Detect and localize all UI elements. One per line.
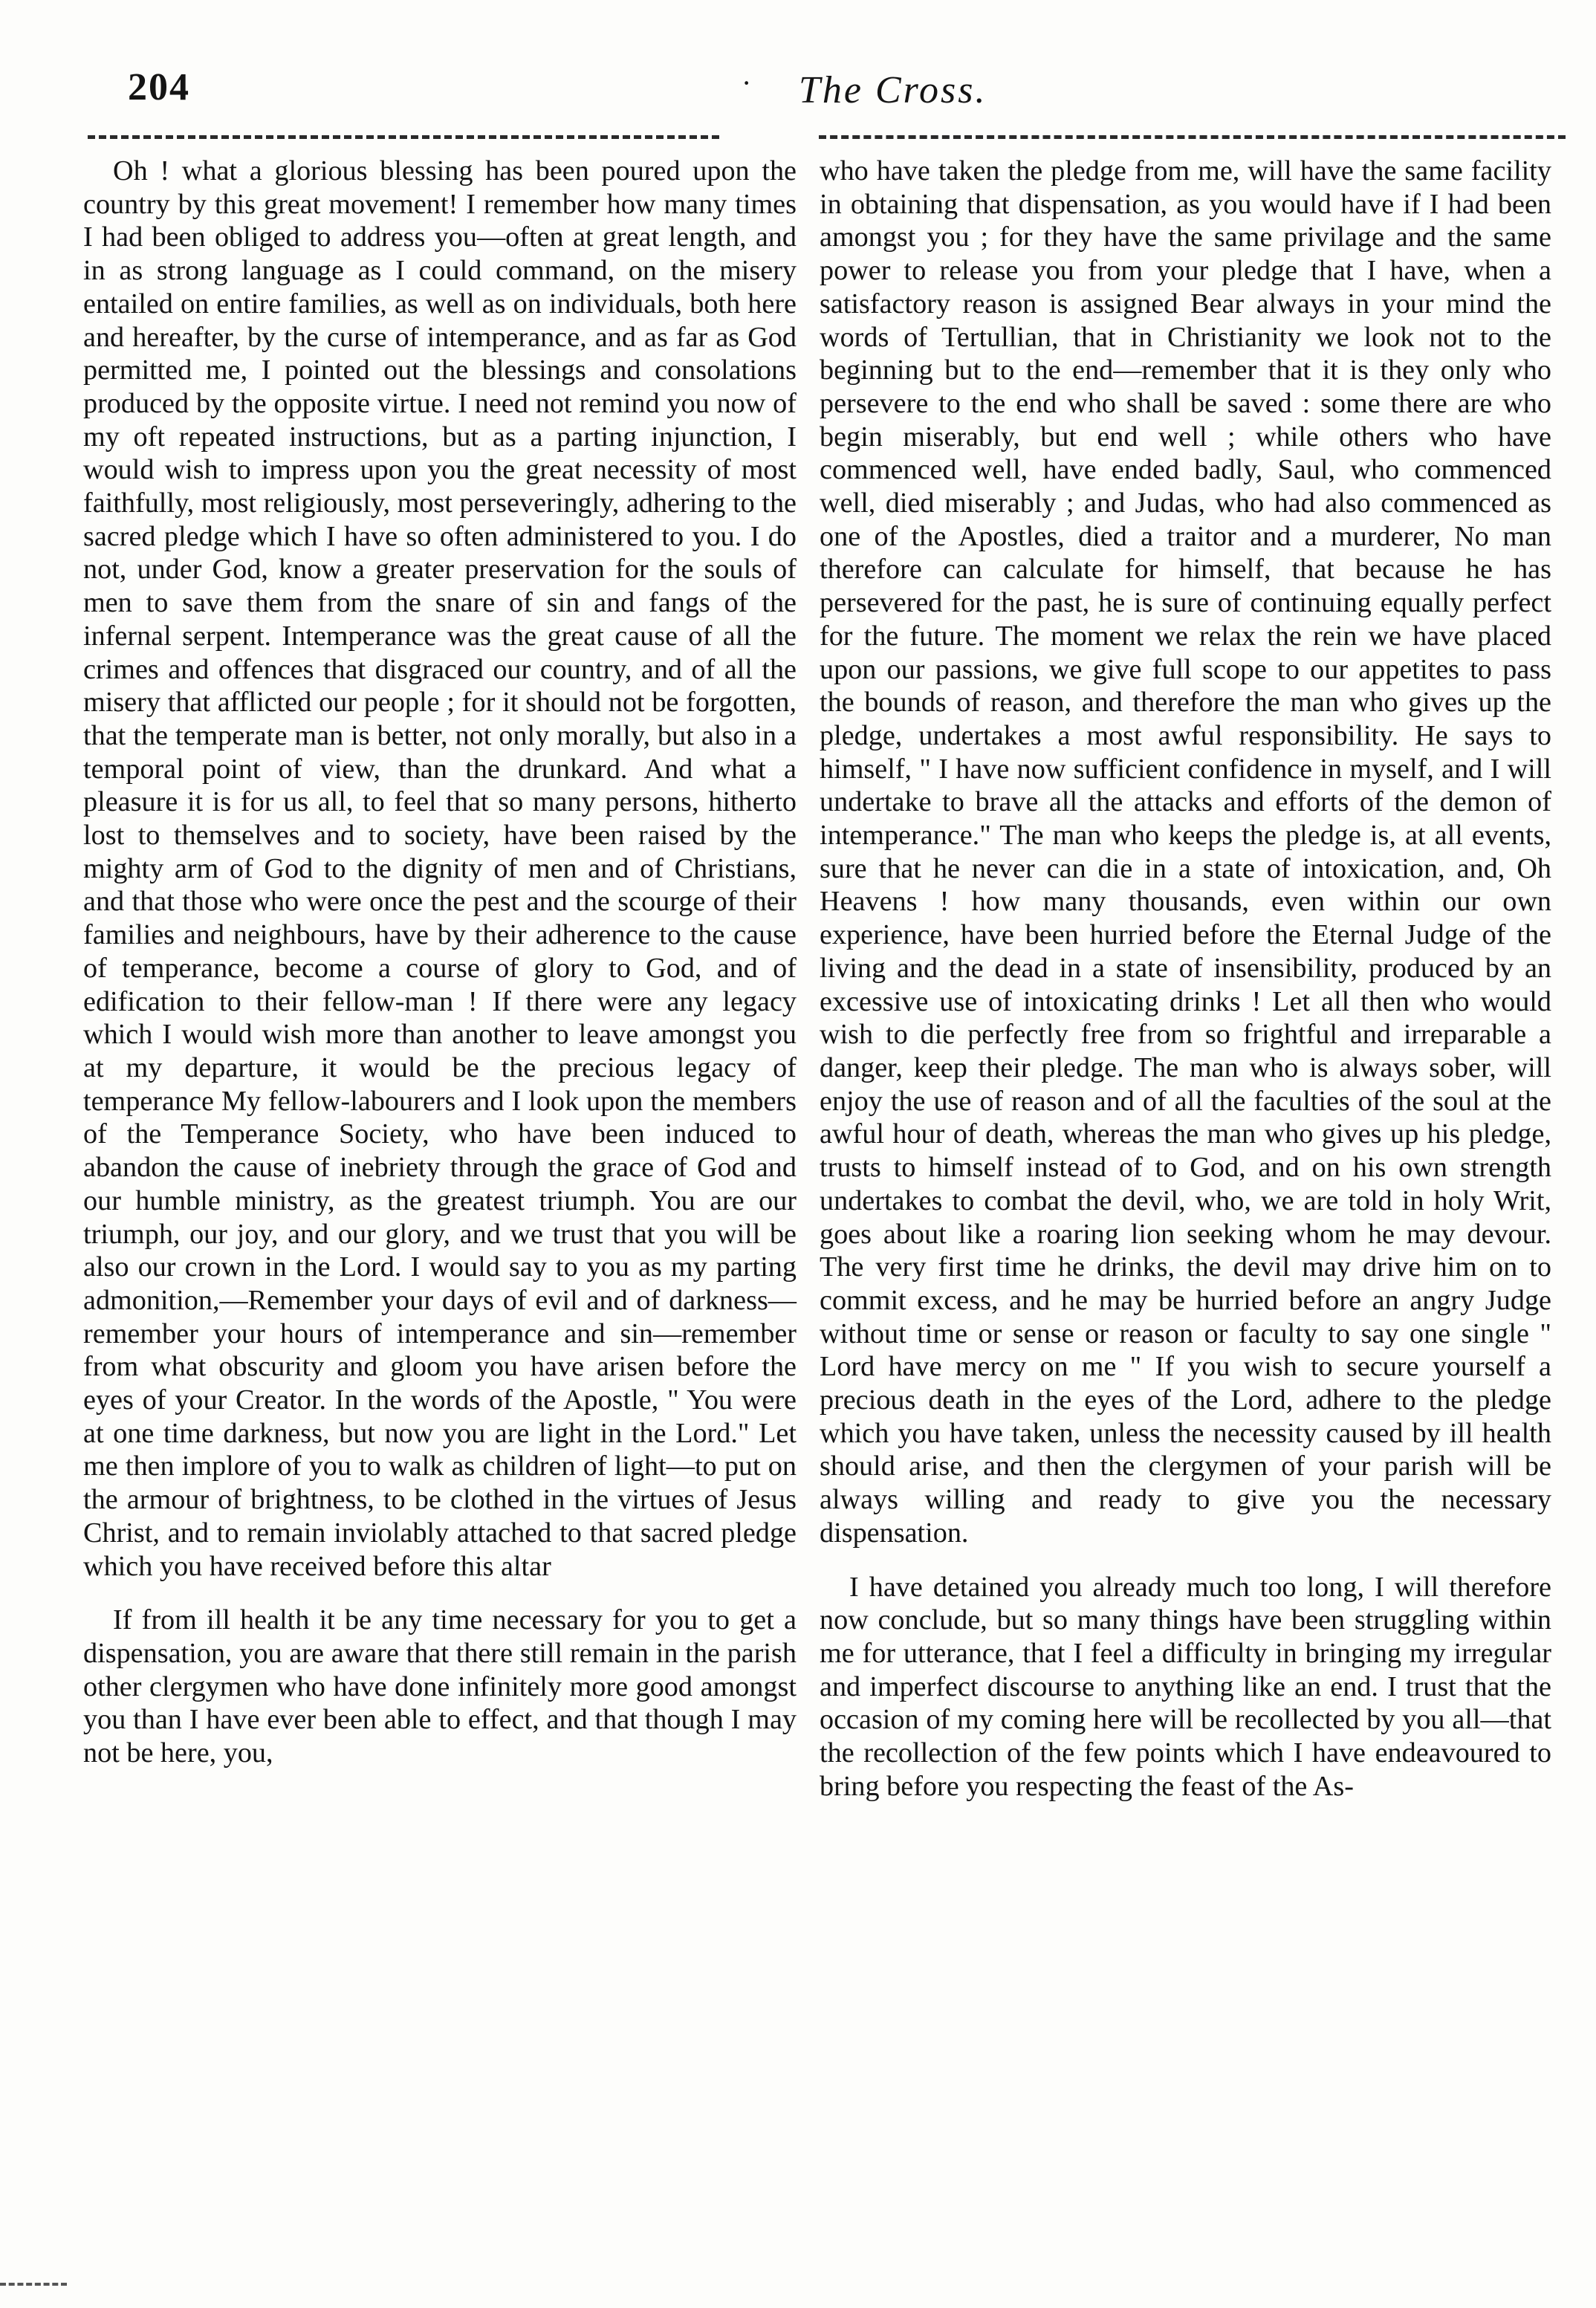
right-paragraph-2: I have detained you already much too long, I will therefore now conclude, but so many things have been struggling within me for utterance, that I feel a difficulty in bringing my irregular and imperfect discourse to anything like an end. I trust that the occasion of my coming here will be recollected by you all—that the recollection of the few points which I have endeavoured to bring before you respecting the feast of the As- bbox=[820, 1571, 1551, 1802]
page-number: 204 bbox=[128, 66, 190, 108]
left-paragraph-2: If from ill health it be any time necessary for you to get a dispensation, you are aware that there still remain in the parish other clergymen who have done infinitely more good amongst you than I have ever been able to effect, and that though I may not be here, you, bbox=[83, 1604, 797, 1769]
header-rule-right bbox=[819, 135, 1566, 139]
right-column bbox=[820, 155, 1551, 1803]
header-rule-left bbox=[88, 135, 719, 139]
right-paragraph-1: who have taken the pledge from me, will have the same facility in obtaining that dispensation, as you would have if I had been amongst you ; for they have the same privilage and the same power to release you from your pledge that I have, when a satisfactory reason is assigned Bear always in your mind the words of Tertullian, that in Christianity we look not to the beginning but to the end—remember that it is they only who persevere to the end who shall be saved : some there are who begin miserably, but end well ; while others who have commenced well, have ended badly, Saul, who commenced well, died miserably ; and Judas, who had also commenced as one of the Apostles, died a traitor and a murderer, No man therefore can calculate for himself, that because he has persevered for the past, he is sure of continuing equally perfect for the future. The moment we relax the rein we have placed upon our passions, we give full scope to our appetites to pass the bounds of reason, and therefore the man who gives up the pledge, undertakes a most awful responsibility. He says to himself, " I have now sufficient confidence in myself, and I will undertake to brave all the attacks and efforts of the demon of intemperance." The man who keeps the pledge is, at all events, sure that he never can die in a state of intoxication, and, Oh Heavens ! how many thousands, even within our own experience, have been hurried before the Eternal Judge of the living and the dead in a state of insensibility, produced by an excessive use of intoxicating drinks ! Let all then who would wish to die perfectly free from so frightful and irreparable a danger, keep their pledge. The man who is always sober, will enjoy the use of reason and of all the faculties of the soul at the awful hour of death, whereas the man who gives up his pledge, trusts to himself instead of to God, and on his own strength undertakes to combat the devil, who, we are told in holy Writ, goes about like a roaring lion seeking whom he may devour. The very first time he drinks, the devil may drive him on to commit excess, and he may be hurried before an angry Judge without time or sense or reason or faculty to say one single " Lord have mercy on me " If you wish to secure yourself a precious death in the eyes of the Lord, adhere to the pledge which you have taken, unless the necessity caused by ill health should arise, and then the clergymen of your parish will be always willing and ready to give you the necessary dispensation. bbox=[820, 155, 1551, 1549]
header-ornament-dot: · bbox=[742, 66, 752, 100]
left-paragraph-1: Oh ! what a glorious blessing has been poured upon the country by this great movement! I remember how many times I had been obliged to address you—often at great length, and in as strong language as I could command, on the misery entailed on entire families, as well as on individuals, both here and hereafter, by the curse of intemperance, and as far as God permitted me, I pointed out the blessings and consolations produced by the opposite virtue. I need not remind you now of my oft repeated instructions, but as a parting injunction, I would wish to impress upon you the great necessity of most faithfully, most religiously, most perseveringly, adhering to the sacred pledge which I have so often administered to you. I do not, under God, know a greater preservation for the souls of men to save them from the snare of sin and fangs of the infernal serpent. Intemperance was the great cause of all the crimes and offences that disgraced our country, and of all the misery that afflicted our people ; for it should not be forgotten, that the temperate man is better, not only morally, but also in a temporal point of view, than the drunkard. And what a pleasure it is for us all, to feel that so many persons, hitherto lost to themselves and to society, have been raised by the mighty arm of God to the dignity of men and of Christians, and that those who were once the pest and the scourge of their families and neighbours, have by their adherence to the cause of temperance, become a course of glory to God, and of edification to their fellow-man ! If there were any legacy which I would wish more than another to leave amongst you at my departure, it would be the precious legacy of temperance My fellow-labourers and I look upon the members of the Temperance Society, who have been induced to abandon the cause of inebriety through the grace of God and our humble ministry, as the greatest triumph. You are our triumph, our joy, and our glory, and we trust that you will be also our crown in the Lord. I would say to you as my parting admonition,—Remember your days of evil and of darkness—remember your hours of intemperance and sin—remember from what obscurity and gloom you have arisen before the eyes of your Creator. In the words of the Apostle, " You were at one time darkness, but now you are light in the Lord." Let me then implore of you to walk as children of light—to put on the armour of brightness, to be clothed in the virtues of Jesus Christ, and to remain inviolably attached to that sacred pledge which you have received before this altar bbox=[83, 155, 797, 1582]
running-title: The Cross. bbox=[799, 69, 987, 111]
left-column bbox=[83, 155, 797, 1770]
bottom-edge-mark bbox=[0, 2283, 67, 2286]
page-header bbox=[59, 65, 1538, 125]
